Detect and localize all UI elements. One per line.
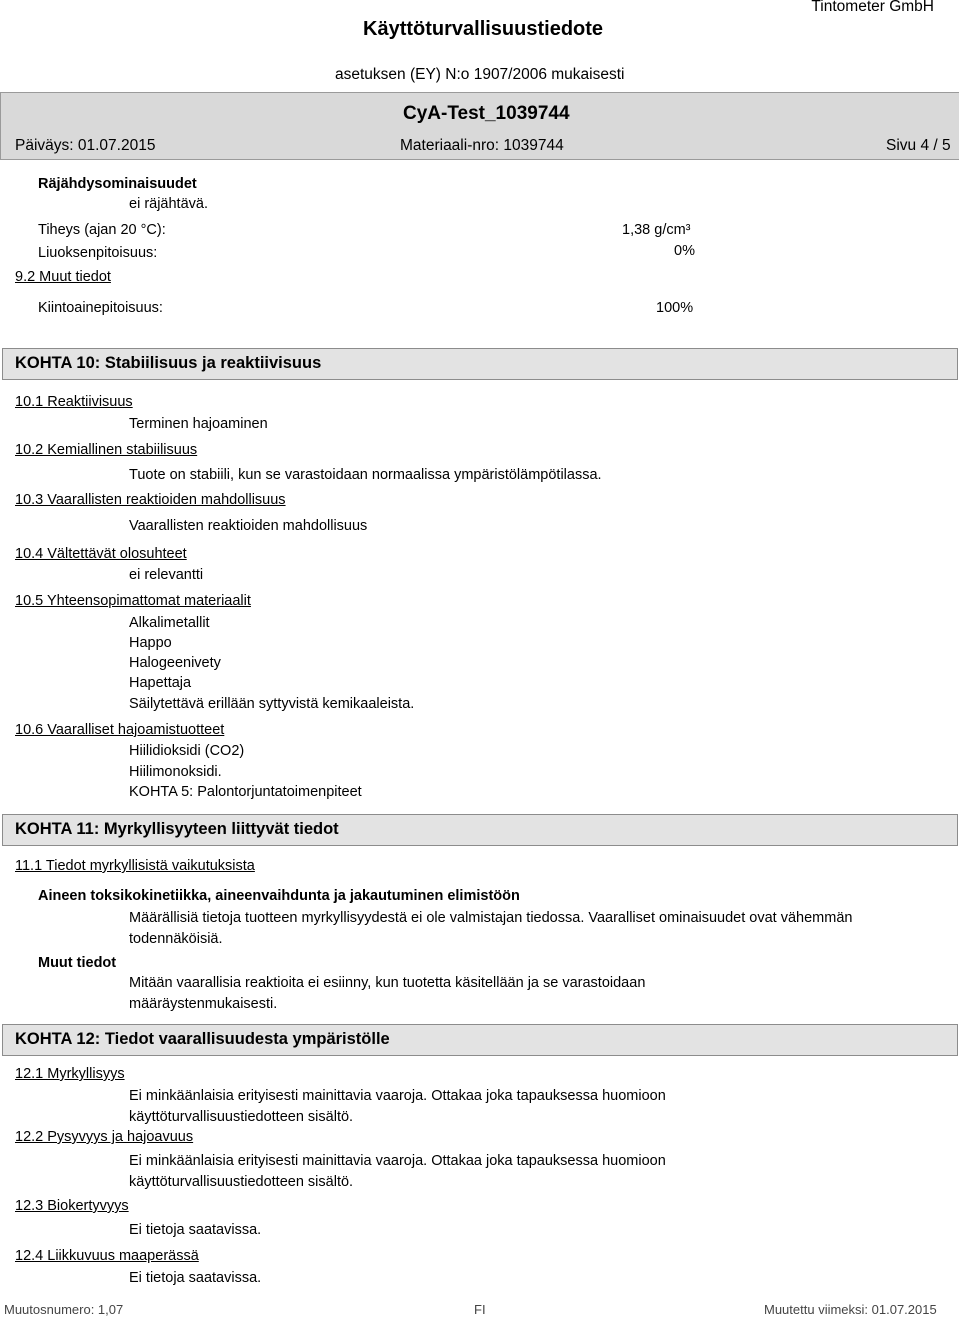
solids-value: 100% xyxy=(656,300,694,316)
product-name: CyA-Test_1039744 xyxy=(403,103,570,124)
text-10-5-line: Halogeenivety xyxy=(129,655,221,671)
text-10-6-line: Hiilimonoksidi. xyxy=(129,764,222,780)
text-10-1: Terminen hajoaminen xyxy=(129,416,268,432)
section-12-title: KOHTA 12: Tiedot vaarallisuudesta ympäristölle xyxy=(15,1030,390,1048)
subheading-other-info: Muut tiedot xyxy=(38,955,117,971)
material-number: Materiaali-nro: 1039744 xyxy=(400,137,564,154)
text-10-5-line: Säilytettävä erillään syttyvistä kemikaaleista. xyxy=(129,696,415,712)
heading-10-5: 10.5 Yhteensopimattomat materiaalit xyxy=(15,593,251,609)
date: Päiväys: 01.07.2015 xyxy=(15,137,156,154)
section-12-bar xyxy=(2,1024,958,1056)
section-11-bar xyxy=(2,814,958,846)
footer-language: FI xyxy=(474,1302,486,1317)
text-10-6-line: KOHTA 5: Palontorjuntatoimenpiteet xyxy=(129,784,362,800)
section-10-bar xyxy=(2,348,958,380)
page-number: Sivu 4 / 5 xyxy=(886,137,951,154)
heading-10-2: 10.2 Kemiallinen stabiilisuus xyxy=(15,442,198,458)
text-10-3: Vaarallisten reaktioiden mahdollisuus xyxy=(129,518,368,534)
text-toxicokinetics: Määrällisiä tietoja tuotteen myrkyllisyydestä ei ole valmistajan tiedossa. Vaaralliset ominaisuudet ovat vähemmän todennäköisiä. xyxy=(129,910,853,947)
heading-11-1: 11.1 Tiedot myrkyllisistä vaikutuksista xyxy=(15,858,255,874)
heading-12-4: 12.4 Liikkuvuus maaperässä xyxy=(15,1248,199,1264)
text-other-info: Mitään vaarallisia reaktioita ei esiinny, kun tuotetta käsitellään ja se varastoidaan määräystenmukaisesti. xyxy=(129,975,646,1012)
explosive-value: ei räjähtävä. xyxy=(129,196,208,212)
solubility-value: 0% xyxy=(674,243,695,259)
heading-12-1: 12.1 Myrkyllisyys xyxy=(15,1066,125,1082)
explosive-label: Räjähdysominaisuudet xyxy=(38,176,197,192)
heading-10-4: 10.4 Vältettävät olosuhteet xyxy=(15,546,187,562)
document-title: Käyttöturvallisuustiedote xyxy=(363,18,604,40)
text-10-5-line: Happo xyxy=(129,635,172,651)
footer-modified: Muutettu viimeksi: 01.07.2015 xyxy=(764,1302,937,1317)
heading-12-2: 12.2 Pysyvyys ja hajoavuus xyxy=(15,1129,194,1145)
text-10-2: Tuote on stabiili, kun se varastoidaan normaalissa ympäristölämpötilassa. xyxy=(129,467,602,483)
company-name: Tintometer GmbH xyxy=(811,0,934,15)
footer-revision: Muutosnumero: 1,07 xyxy=(4,1302,124,1317)
subheading-toxicokinetics: Aineen toksikokinetiikka, aineenvaihdunta ja jakautuminen elimistöön xyxy=(38,888,520,904)
text-10-6-line: Hiilidioksidi (CO2) xyxy=(129,743,245,759)
heading-10-3: 10.3 Vaarallisten reaktioiden mahdollisuus xyxy=(15,492,286,508)
heading-10-6: 10.6 Vaaralliset hajoamistuotteet xyxy=(15,722,225,738)
header-box xyxy=(0,92,959,160)
text-12-4: Ei tietoja saatavissa. xyxy=(129,1270,262,1286)
section-11-title: KOHTA 11: Myrkyllisyyteen liittyvät tiedot xyxy=(15,820,339,838)
heading-10-1: 10.1 Reaktiivisuus xyxy=(15,394,133,410)
text-12-3: Ei tietoja saatavissa. xyxy=(129,1222,262,1238)
text-10-5-line: Hapettaja xyxy=(129,675,192,691)
other-info-heading: 9.2 Muut tiedot xyxy=(15,269,111,285)
text-12-2: Ei minkäänlaisia erityisesti mainittavia vaaroja. Ottakaa joka tapauksessa huomioon käyttöturvallisuustiedotteen sisältö. xyxy=(129,1153,666,1190)
solids-label: Kiintoainepitoisuus: xyxy=(38,300,163,316)
document-subtitle: asetuksen (EY) N:o 1907/2006 mukaisesti xyxy=(335,66,625,83)
heading-12-3: 12.3 Biokertyvyys xyxy=(15,1198,129,1214)
text-10-5-line: Alkalimetallit xyxy=(129,615,210,631)
section-10-title: KOHTA 10: Stabiilisuus ja reaktiivisuus xyxy=(15,354,322,372)
density-value: 1,38 g/cm³ xyxy=(622,222,691,238)
density-label: Tiheys (ajan 20 °C): xyxy=(38,222,166,238)
text-12-1: Ei minkäänlaisia erityisesti mainittavia vaaroja. Ottakaa joka tapauksessa huomioon käyttöturvallisuustiedotteen sisältö. xyxy=(129,1088,666,1125)
solubility-label: Liuoksenpitoisuus: xyxy=(38,245,158,261)
text-10-4: ei relevantti xyxy=(129,567,204,583)
